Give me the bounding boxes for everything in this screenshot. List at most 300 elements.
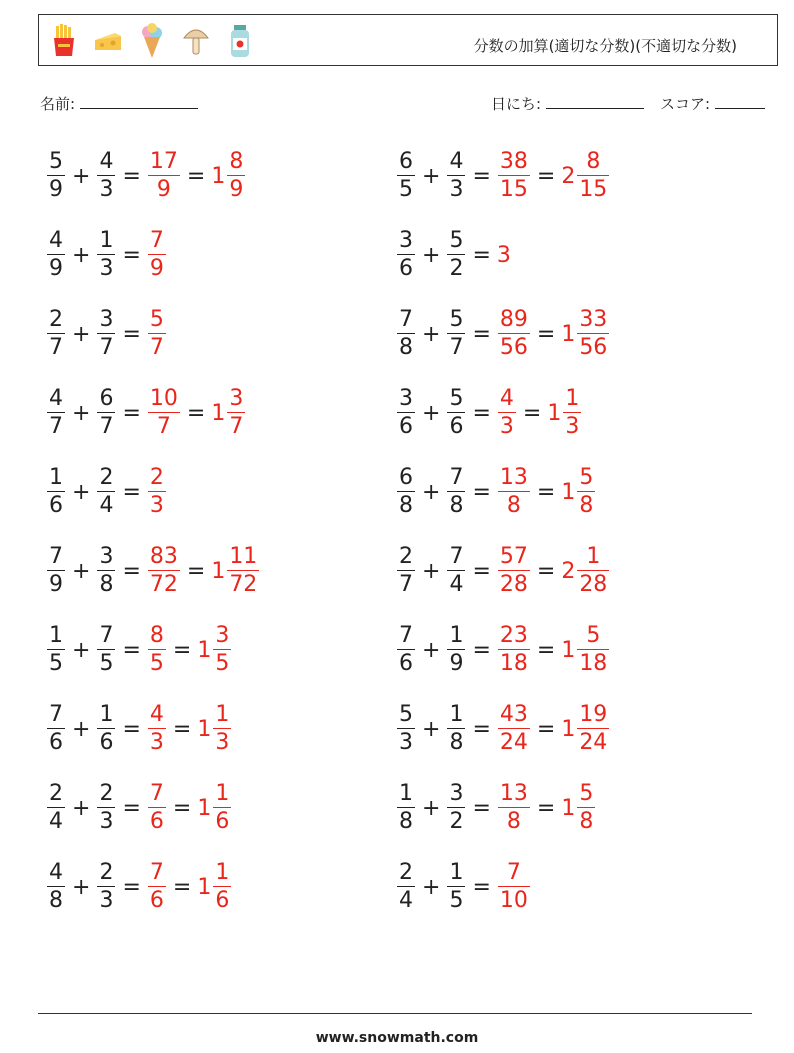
plus-sign: + <box>72 242 91 268</box>
equals-sign: = <box>536 479 556 505</box>
date-blank[interactable] <box>546 94 644 109</box>
plus-sign: + <box>422 400 441 426</box>
numerator: 6 <box>399 464 413 490</box>
answer-fraction <box>498 701 530 756</box>
addend-fraction <box>397 622 415 677</box>
denominator: 72 <box>149 572 178 598</box>
problem-row <box>46 616 766 695</box>
numerator: 2 <box>99 859 114 885</box>
numerator: 3 <box>99 306 114 332</box>
addend-fraction <box>447 227 465 282</box>
equals-sign: = <box>472 558 491 584</box>
equals-sign: = <box>536 321 556 347</box>
numerator: 1 <box>565 385 580 411</box>
answer <box>497 543 531 598</box>
plus-sign: + <box>422 637 441 663</box>
numerator: 1 <box>215 780 230 806</box>
jam-jar-icon <box>225 22 255 60</box>
denominator: 9 <box>229 177 244 203</box>
answer-whole: 1 <box>211 558 226 584</box>
equals-sign: = <box>472 716 491 742</box>
denominator: 3 <box>99 177 114 203</box>
plus-sign: + <box>72 795 91 821</box>
problem <box>396 221 512 289</box>
numerator: 3 <box>215 622 230 648</box>
numerator: 5 <box>449 385 464 411</box>
problem <box>396 537 610 605</box>
addend-fraction <box>447 859 465 914</box>
answer-whole: 3 <box>496 242 511 268</box>
answer <box>561 464 596 519</box>
numerator: 7 <box>399 306 413 332</box>
answer <box>497 464 531 519</box>
footer-url: www.snowmath.com <box>315 1030 479 1046</box>
numerator: 7 <box>49 701 63 727</box>
answer <box>561 780 596 835</box>
answer <box>197 780 232 835</box>
answer <box>197 859 232 914</box>
answer-whole: 2 <box>561 558 576 584</box>
denominator: 3 <box>499 414 514 440</box>
addend-fraction <box>47 543 65 598</box>
problem <box>396 142 610 210</box>
answer-fraction <box>227 543 259 598</box>
denominator: 3 <box>565 414 580 440</box>
name-blank[interactable] <box>80 94 198 109</box>
numerator: 3 <box>229 385 244 411</box>
denominator: 8 <box>579 493 594 519</box>
plus-sign: + <box>422 479 441 505</box>
answer-fraction <box>577 464 595 519</box>
answer <box>561 543 610 598</box>
denominator: 7 <box>149 335 164 361</box>
answer <box>147 148 181 203</box>
score-blank[interactable] <box>715 94 765 109</box>
answer <box>561 148 610 203</box>
addend-fraction <box>447 464 465 519</box>
denominator: 3 <box>99 888 114 914</box>
equals-sign: = <box>122 163 141 189</box>
denominator: 4 <box>99 493 114 519</box>
answer <box>147 464 167 519</box>
equals-sign: = <box>186 163 206 189</box>
plus-sign: + <box>72 716 91 742</box>
answer-whole: 1 <box>211 163 226 189</box>
problem-row <box>46 537 766 616</box>
answer-whole: 1 <box>547 400 562 426</box>
denominator: 5 <box>49 651 63 677</box>
answer-fraction <box>148 859 166 914</box>
answer-fraction <box>577 622 609 677</box>
plus-sign: + <box>422 242 441 268</box>
numerator: 13 <box>499 780 528 806</box>
answer-fraction <box>213 701 231 756</box>
denominator: 18 <box>499 651 528 677</box>
denominator: 6 <box>215 809 230 835</box>
denominator: 6 <box>399 256 413 282</box>
addend-fraction <box>97 464 115 519</box>
answer-fraction <box>498 622 530 677</box>
equals-sign: = <box>122 637 141 663</box>
addend-fraction <box>447 543 465 598</box>
denominator: 8 <box>99 572 114 598</box>
equals-sign: = <box>472 479 491 505</box>
numerator: 7 <box>149 227 164 253</box>
answer-fraction <box>148 780 166 835</box>
addend-fraction <box>97 227 115 282</box>
answer <box>147 543 181 598</box>
answer <box>497 243 512 268</box>
equals-sign: = <box>522 400 542 426</box>
numerator: 1 <box>449 701 464 727</box>
denominator: 3 <box>399 730 413 756</box>
plus-sign: + <box>422 321 441 347</box>
denominator: 24 <box>579 730 608 756</box>
answer-fraction <box>227 385 245 440</box>
numerator: 23 <box>499 622 528 648</box>
denominator: 6 <box>49 493 63 519</box>
equals-sign: = <box>186 558 206 584</box>
answer <box>147 306 167 361</box>
denominator: 7 <box>99 335 114 361</box>
plus-sign: + <box>72 321 91 347</box>
problem-grid <box>46 142 766 932</box>
answer-fraction <box>498 464 530 519</box>
equals-sign: = <box>172 795 192 821</box>
numerator: 8 <box>586 148 601 174</box>
answer-fraction <box>148 306 166 361</box>
denominator: 3 <box>99 256 114 282</box>
equals-sign: = <box>536 163 556 189</box>
denominator: 2 <box>449 256 464 282</box>
numerator: 4 <box>99 148 114 174</box>
numerator: 89 <box>499 306 528 332</box>
addend-fraction <box>447 148 465 203</box>
denominator: 6 <box>399 414 413 440</box>
plus-sign: + <box>72 400 91 426</box>
numerator: 5 <box>579 780 594 806</box>
numerator: 1 <box>449 622 464 648</box>
worksheet-title: 分数の加算(適切な分数)(不適切な分数) <box>473 37 737 55</box>
problem <box>46 300 167 368</box>
addend-fraction <box>447 701 465 756</box>
problem <box>46 221 167 289</box>
problem <box>46 537 260 605</box>
mushroom-icon <box>181 22 211 60</box>
answer <box>147 227 167 282</box>
equals-sign: = <box>172 716 192 742</box>
numerator: 5 <box>399 701 413 727</box>
answer-whole: 1 <box>561 795 576 821</box>
denominator: 4 <box>449 572 464 598</box>
numerator: 2 <box>99 464 114 490</box>
denominator: 72 <box>229 572 258 598</box>
numerator: 4 <box>449 148 464 174</box>
addend-fraction <box>447 622 465 677</box>
problem-row <box>46 300 766 379</box>
equals-sign: = <box>472 321 491 347</box>
denominator: 8 <box>449 730 464 756</box>
problem-row <box>46 221 766 300</box>
problem-row <box>46 853 766 932</box>
equals-sign: = <box>172 874 192 900</box>
denominator: 8 <box>49 888 63 914</box>
denominator: 15 <box>499 177 528 203</box>
denominator: 6 <box>399 651 413 677</box>
answer <box>561 306 610 361</box>
numerator: 5 <box>579 464 594 490</box>
denominator: 5 <box>149 651 164 677</box>
addend-fraction <box>447 306 465 361</box>
denominator: 7 <box>156 414 171 440</box>
numerator: 19 <box>579 701 608 727</box>
plus-sign: + <box>72 637 91 663</box>
addend-fraction <box>397 859 415 914</box>
denominator: 7 <box>449 335 464 361</box>
plus-sign: + <box>422 795 441 821</box>
date-field[interactable] <box>491 93 644 114</box>
numerator: 2 <box>149 464 164 490</box>
problem-row <box>46 774 766 853</box>
problem <box>396 853 531 921</box>
equals-sign: = <box>122 874 141 900</box>
denominator: 5 <box>449 888 464 914</box>
addend-fraction <box>97 701 115 756</box>
plus-sign: + <box>422 874 441 900</box>
answer <box>497 780 531 835</box>
addend-fraction <box>397 464 415 519</box>
answer-fraction <box>148 148 180 203</box>
equals-sign: = <box>472 795 491 821</box>
numerator: 7 <box>449 464 464 490</box>
denominator: 3 <box>149 493 164 519</box>
addend-fraction <box>397 701 415 756</box>
answer <box>561 622 610 677</box>
addend-fraction <box>97 622 115 677</box>
problem <box>46 142 246 210</box>
numerator: 1 <box>215 701 230 727</box>
denominator: 6 <box>149 888 164 914</box>
denominator: 4 <box>49 809 63 835</box>
footer-divider <box>38 1013 752 1014</box>
answer-fraction <box>213 622 231 677</box>
equals-sign: = <box>122 479 141 505</box>
denominator: 2 <box>449 809 464 835</box>
answer-whole: 1 <box>561 479 576 505</box>
problem-row <box>46 142 766 221</box>
denominator: 18 <box>579 651 608 677</box>
denominator: 9 <box>449 651 464 677</box>
numerator: 1 <box>399 780 413 806</box>
addend-fraction <box>47 464 65 519</box>
plus-sign: + <box>422 558 441 584</box>
numerator: 3 <box>399 385 413 411</box>
numerator: 6 <box>99 385 114 411</box>
name-field[interactable] <box>40 93 198 114</box>
denominator: 8 <box>506 809 521 835</box>
equals-sign: = <box>472 874 491 900</box>
equals-sign: = <box>172 637 192 663</box>
addend-fraction <box>447 780 465 835</box>
denominator: 3 <box>215 730 230 756</box>
numerator: 4 <box>149 701 164 727</box>
answer-fraction <box>498 148 530 203</box>
problem <box>396 379 582 447</box>
answer-fraction <box>577 306 609 361</box>
numerator: 5 <box>149 306 164 332</box>
numerator: 57 <box>499 543 528 569</box>
denominator: 8 <box>579 809 594 835</box>
numerator: 1 <box>215 859 230 885</box>
answer-fraction <box>498 306 530 361</box>
answer-whole: 1 <box>197 637 212 663</box>
addend-fraction <box>97 148 115 203</box>
addend-fraction <box>47 780 65 835</box>
numerator: 6 <box>399 148 413 174</box>
answer-whole: 1 <box>561 321 576 347</box>
plus-sign: + <box>72 558 91 584</box>
problem-row <box>46 379 766 458</box>
denominator: 8 <box>399 335 413 361</box>
addend-fraction <box>447 385 465 440</box>
denominator: 5 <box>399 177 413 203</box>
denominator: 9 <box>149 256 164 282</box>
answer-whole: 1 <box>197 716 212 742</box>
addend-fraction <box>47 227 65 282</box>
answer-fraction <box>213 780 231 835</box>
numerator: 7 <box>506 859 521 885</box>
addend-fraction <box>97 543 115 598</box>
numerator: 2 <box>49 780 63 806</box>
numerator: 7 <box>149 780 164 806</box>
answer <box>211 148 246 203</box>
answer <box>147 622 167 677</box>
problem <box>46 379 246 447</box>
numerator: 1 <box>99 227 114 253</box>
addend-fraction <box>47 385 65 440</box>
date-label: 日にち: <box>491 95 542 113</box>
equals-sign: = <box>122 321 141 347</box>
addend-fraction <box>97 780 115 835</box>
denominator: 24 <box>499 730 528 756</box>
equals-sign: = <box>122 242 141 268</box>
numerator: 5 <box>586 622 601 648</box>
addend-fraction <box>397 148 415 203</box>
addend-fraction <box>397 543 415 598</box>
plus-sign: + <box>422 163 441 189</box>
answer-fraction <box>498 385 516 440</box>
ice-cream-icon <box>137 22 167 60</box>
equals-sign: = <box>536 795 556 821</box>
answer-whole: 1 <box>197 795 212 821</box>
numerator: 2 <box>49 306 63 332</box>
denominator: 8 <box>399 493 413 519</box>
answer <box>147 385 181 440</box>
addend-fraction <box>97 306 115 361</box>
denominator: 9 <box>49 572 63 598</box>
addend-fraction <box>47 859 65 914</box>
answer-fraction <box>148 543 180 598</box>
answer <box>197 622 232 677</box>
equals-sign: = <box>472 400 491 426</box>
answer-whole: 2 <box>561 163 576 189</box>
answer-fraction <box>577 780 595 835</box>
denominator: 8 <box>449 493 464 519</box>
numerator: 1 <box>49 464 63 490</box>
numerator: 1 <box>49 622 63 648</box>
problem <box>46 774 232 842</box>
numerator: 17 <box>149 148 178 174</box>
numerator: 2 <box>399 859 413 885</box>
numerator: 8 <box>149 622 164 648</box>
addend-fraction <box>397 780 415 835</box>
cheese-icon <box>93 22 123 60</box>
worksheet-header <box>38 14 778 66</box>
answer-fraction <box>498 543 530 598</box>
numerator: 1 <box>99 701 114 727</box>
numerator: 2 <box>99 780 114 806</box>
answer-fraction <box>498 859 530 914</box>
answer-fraction <box>148 701 166 756</box>
denominator: 7 <box>49 335 63 361</box>
plus-sign: + <box>422 716 441 742</box>
denominator: 56 <box>499 335 528 361</box>
numerator: 7 <box>399 622 413 648</box>
denominator: 6 <box>149 809 164 835</box>
numerator: 13 <box>499 464 528 490</box>
answer <box>497 701 531 756</box>
denominator: 8 <box>399 809 413 835</box>
equals-sign: = <box>472 163 491 189</box>
answer-whole: 1 <box>211 400 226 426</box>
problem <box>46 458 167 526</box>
denominator: 5 <box>215 651 230 677</box>
addend-fraction <box>97 859 115 914</box>
answer <box>497 385 517 440</box>
score-field[interactable] <box>660 93 765 114</box>
denominator: 9 <box>49 256 63 282</box>
numerator: 5 <box>449 306 464 332</box>
answer <box>561 701 610 756</box>
answer-fraction <box>213 859 231 914</box>
numerator: 11 <box>229 543 258 569</box>
answer <box>147 701 167 756</box>
answer-fraction <box>577 148 609 203</box>
addend-fraction <box>397 306 415 361</box>
answer-whole: 1 <box>561 637 576 663</box>
numerator: 7 <box>99 622 114 648</box>
denominator: 9 <box>49 177 63 203</box>
numerator: 3 <box>99 543 114 569</box>
answer <box>147 859 167 914</box>
numerator: 83 <box>149 543 178 569</box>
plus-sign: + <box>72 874 91 900</box>
answer-fraction <box>148 385 180 440</box>
equals-sign: = <box>122 400 141 426</box>
answer-fraction <box>148 622 166 677</box>
answer-fraction <box>148 227 166 282</box>
addend-fraction <box>47 622 65 677</box>
answer-whole: 1 <box>197 874 212 900</box>
answer <box>497 148 531 203</box>
denominator: 9 <box>156 177 171 203</box>
numerator: 7 <box>449 543 464 569</box>
addend-fraction <box>397 227 415 282</box>
equals-sign: = <box>186 400 206 426</box>
numerator: 4 <box>49 859 63 885</box>
denominator: 6 <box>49 730 63 756</box>
equals-sign: = <box>536 637 556 663</box>
